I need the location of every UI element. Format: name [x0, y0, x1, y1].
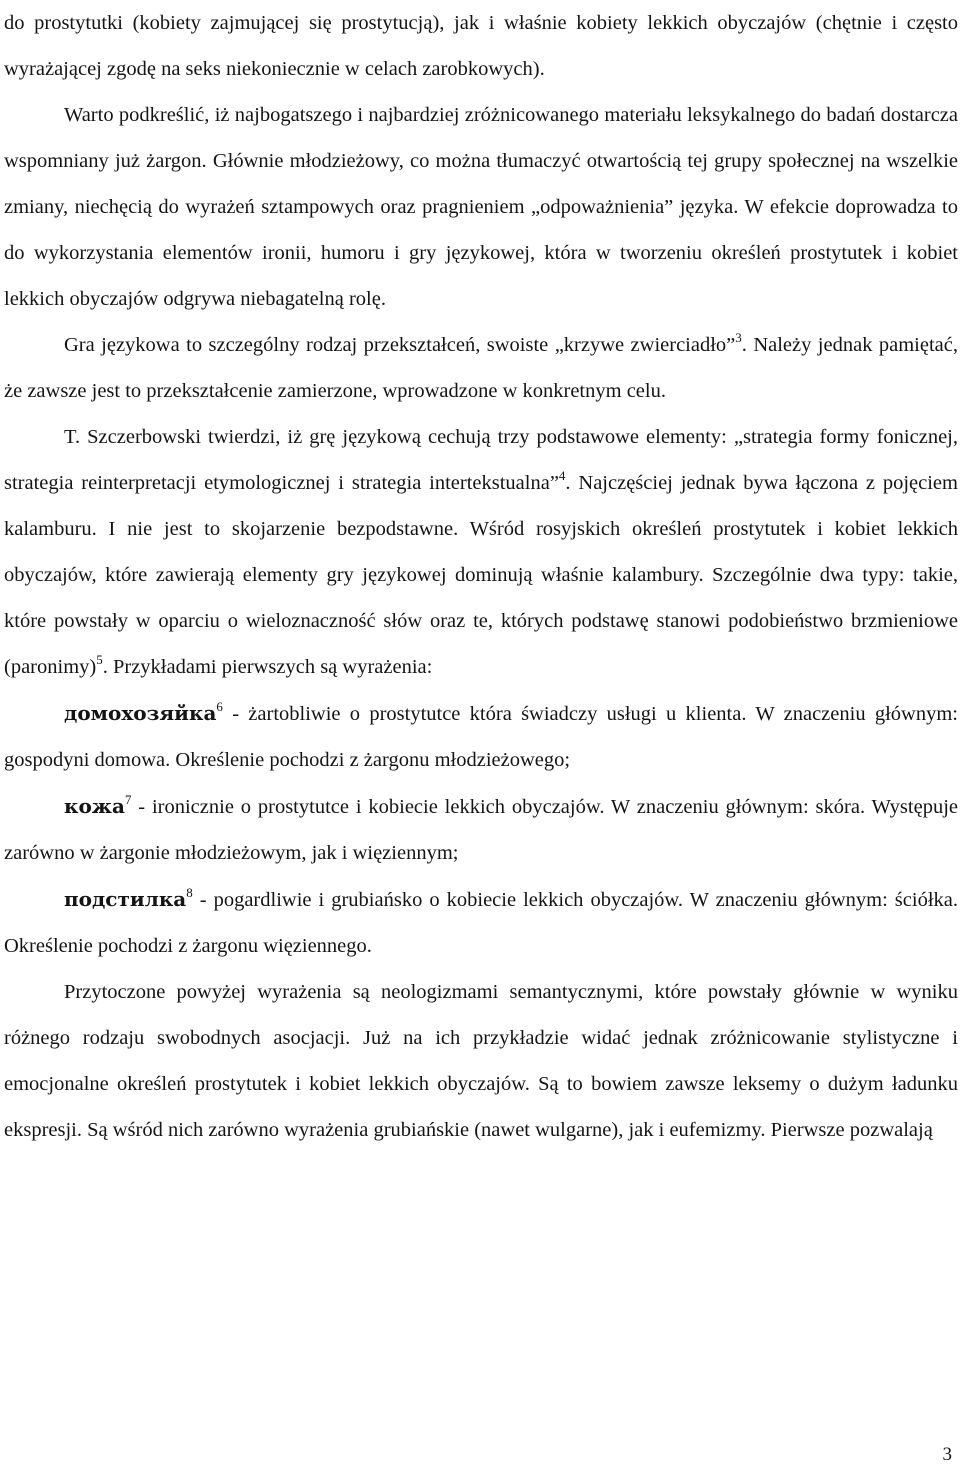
paragraph-text: Gra językowa to szczególny rodzaj przekształceń, swoiste „krzywe zwierciadło” — [64, 334, 736, 356]
entry-domokhozyaika — [4, 690, 958, 783]
paragraph-text: . Należy jednak pamiętać, że zawsze jest to przekształcenie zamierzone, wprowadzone w konkretnym celu. — [4, 334, 958, 402]
paragraph-text: . Najczęściej jednak bywa łączona z pojęciem kalamburu. I nie jest to skojarzenie bezpodstawne. Wśród rosyjskich określeń prostytutek i kobiet lekkich obyczajów, które zawierają elementy gry językowej dominują właśnie kalambury. Szczególnie dwa typy: takie, które powstały w oparciu o wieloznaczność słów oraz te, których podstawę stanowi podobieństwo brzmieniowe (paronimy) — [4, 472, 958, 678]
footnote-ref-3[interactable]: 3 — [735, 330, 742, 345]
page-number: 3 — [942, 1444, 952, 1465]
entry-podstilka — [4, 876, 958, 969]
entry-term: подстилка — [64, 887, 187, 911]
entry-definition: - żartobliwie o prostytutce która świadczy usługi u klienta. W znaczeniu głównym: gospodyni domowa. Określenie pochodzi z żargonu młodzieżowego; — [4, 703, 958, 771]
paragraph-continuation — [4, 0, 958, 92]
footnote-ref-7[interactable]: 7 — [124, 792, 132, 807]
paragraph-text: Warto podkreślić, iż najbogatszego i najbardziej zróżnicowanego materiału leksykalnego do badań dostarcza wspomniany już żargon. Głównie młodzieżowy, co można tłumaczyć otwartością tej grupy społecznej na wszelkie zmiany, niechęcią do wyrażeń sztampowych oraz pragnieniem „odpoważnienia” języka. W efekcie doprowadza to do wykorzystania elementów ironii, humoru i gry językowej, która w tworzeniu określeń prostytutek i kobiet lekkich obyczajów odgrywa niebagatelną rolę. — [4, 104, 958, 310]
entry-term: кожа — [64, 794, 125, 818]
entry-definition: - ironicznie o prostytutce i kobiecie lekkich obyczajów. W znaczeniu głównym: skóra. Występuje zarówno w żargonie młodzieżowym, jak i więziennym; — [4, 796, 958, 864]
paragraph-text: Przytoczone powyżej wyrażenia są neologizmami semantycznymi, które powstały głównie w wyniku różnego rodzaju swobodnych asocjacji. Już na ich przykładzie widać jednak zróżnicowanie stylistyczne i emocjonalne określeń prostytutek i kobiet lekkich obyczajów. Są to bowiem zawsze leksemy o dużym ładunku ekspresji. Są wśród nich zarówno wyrażenia grubiańskie (nawet wulgarne), jak i eufemizmy. Pierwsze pozwalają — [4, 981, 958, 1141]
footnote-ref-8[interactable]: 8 — [186, 885, 193, 900]
entry-definition: - pogardliwie i grubiańsko o kobiecie lekkich obyczajów. W znaczeniu głównym: ściółka. Określenie pochodzi z żargonu więziennego. — [4, 889, 958, 957]
paragraph-szczerbowski — [4, 414, 958, 690]
entry-kozha — [4, 783, 958, 876]
paragraph-wordplay — [4, 322, 958, 414]
document-page — [4, 0, 958, 1153]
entry-term: домохозяйка — [64, 701, 217, 725]
footnote-ref-6[interactable]: 6 — [216, 699, 223, 714]
paragraph-text: T. Szczerbowski twierdzi, iż grę językową cechują trzy podstawowe elementy: „strategia formy fonicznej, strategia reinterpretacji etymologicznej i strategia intertekstualna” — [4, 426, 958, 494]
footnote-ref-5[interactable]: 5 — [96, 652, 103, 667]
paragraph-closing — [4, 969, 958, 1153]
footnote-ref-4[interactable]: 4 — [558, 468, 566, 483]
paragraph-text: . Przykładami pierwszych są wyrażenia: — [102, 656, 433, 678]
paragraph-text: do prostytutki (kobiety zajmującej się prostytucją), jak i właśnie kobiety lekkich obyczajów (chętnie i często wyrażającej zgodę na seks niekoniecznie w celach zarobkowych). — [4, 12, 958, 80]
paragraph-jargon — [4, 92, 958, 322]
